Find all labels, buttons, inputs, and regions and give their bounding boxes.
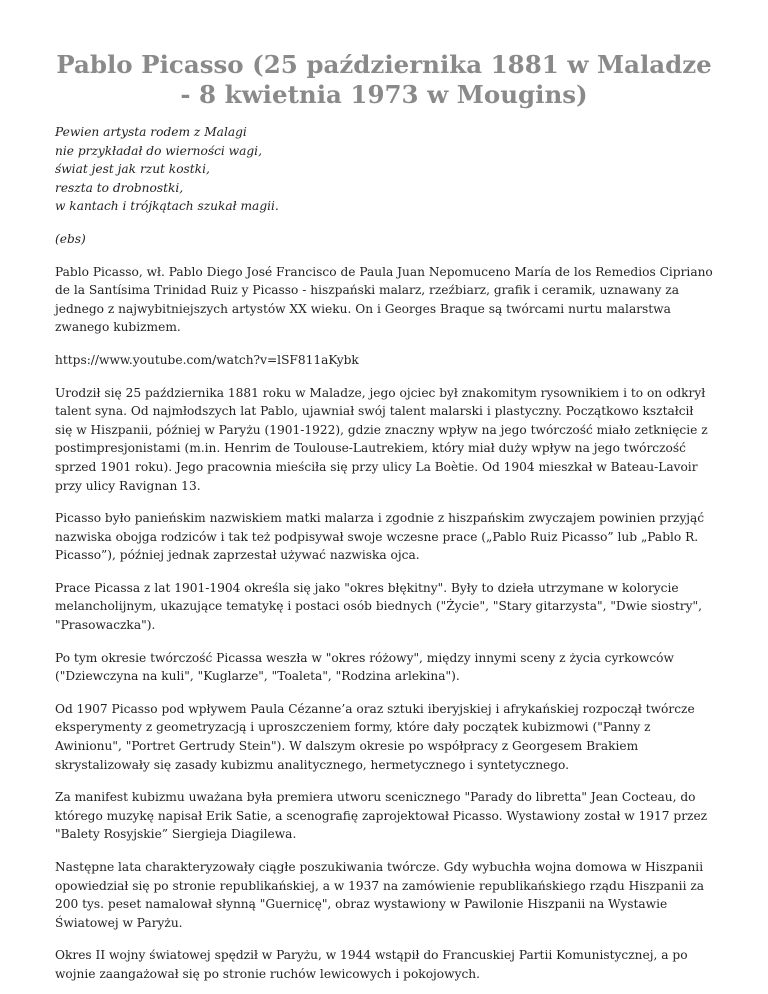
poem-line: w kantach i trójkątach szukał magii. (55, 199, 279, 214)
paragraph-ww2: Okres II wojny światowej spędził w Paryżu, w 1944 wstąpił do Francuskiej Partii Komunistycznej, a po wojnie zaangażował się po stronie ruchów lewicowych i pokojowych. (55, 948, 688, 981)
poem-line: reszta to drobnostki, (55, 180, 184, 195)
paragraph-biography: Urodził się 25 października 1881 roku w Maladze, jego ojciec był znakomitym rysownikiem i to on odkrył talent syna. Od najmłodszych lat Pablo, ujawniał swój talent malarski i plastyczny. Początkowo kształcił się w Hiszpanii, później w Paryżu (1901-1922), gdzie znaczny wpływ na jego twórczość miało zetknięcie z postimpresjonistami (m.in. Henrim de Toulouse-Lautrekiem, który miał duży wpływ na jego twórczość sprzed 1901 roku). Jego pracownia mieściła się przy ulicy La Boètie. Od 1904 mieszkał w Bateau-Lavoir przy ulicy Ravignan 13. (55, 385, 708, 493)
poem-line: nie przykładał do wierności wagi, (55, 143, 262, 158)
poem-line: świat jest jak rzut kostki, (55, 162, 210, 177)
youtube-link[interactable]: https://www.youtube.com/watch?v=lSF811aKybk (55, 352, 359, 367)
page-title: Pablo Picasso (25 października 1881 w Maladze - 8 kwietnia 1973 w Mougins) (56, 50, 712, 109)
paragraph-rose-period: Po tym okresie twórczość Picassa weszła w "okres różowy", między innymi sceny z życia cyrkowców ("Dziewczyna na kuli", "Kuglarze", "Toaleta", "Rodzina arlekina"). (55, 650, 674, 684)
poem-line: Pewien artysta rodem z Malagi (55, 125, 247, 139)
limerick-poem (55, 123, 713, 216)
paragraph-intro: Pablo Picasso, wł. Pablo Diego José Francisco de Paula Juan Nepomuceno María de los Remedios Cipriano de la Santísima Trinidad Ruiz y Picasso - hiszpański malarz, rzeźbiarz, grafik i ceramik, uznawany za jednego z najwybitniejszych artystów XX wieku. On i Georges Braque są twórcami nurtu malarstwa zwanego kubizmem. (55, 264, 713, 335)
poem-signature: (ebs) (55, 231, 86, 246)
paragraph-cubism: Od 1907 Picasso pod wpływem Paula Cézanne’a oraz sztuki iberyjskiej i afrykańskiej rozpoczął twórcze eksperymenty z geometryzacją i uproszczeniem formy, które dały początek kubizmowi ("Panny z Awinionu", "Portret Gertrudy Stein"). W dalszym okresie po współpracy z Georgesem Brakiem skrystalizowały się zasady kubizmu analitycznego, hermetycznego i syntetycznego. (55, 701, 695, 772)
paragraph-guernica: Następne lata charakteryzowały ciągłe poszukiwania twórcze. Gdy wybuchła wojna domowa w Hiszpanii opowiedział się po stronie republikańskiej, a w 1937 na zamówienie republikańskiego rządu Hiszpanii za 200 tys. peset namalował słynną "Guernicę", obraz wystawiony w Pawilonie Hiszpanii na Wystawie Światowej w Paryżu. (55, 860, 705, 930)
paragraph-surname: Picasso było panieńskim nazwiskiem matki malarza i zgodnie z hiszpańskim zwyczajem powinien przyjąć nazwiska obojga rodziców i tak też podpisywał swoje wczesne prace („Pablo Ruiz Picasso” lub „Pablo R. Picasso”), później jednak zaprzestał używać nazwiska ojca. (55, 511, 705, 563)
paragraph-parade: Za manifest kubizmu uważana była premiera utworu scenicznego "Parady do libretta" Jean Cocteau, do którego muzykę napisał Erik Satie, a scenografię zaprojektował Picasso. Wystawiony został w 1917 przez "Balety Rosyjskie” Siergieja Diagilewa. (55, 790, 708, 842)
paragraph-blue-period: Prace Picassa z lat 1901-1904 określa się jako "okres błękitny". Były to dzieła utrzymane w kolorycie melancholijnym, ukazujące tematykę i postaci osób biednych ("Życie", "Stary gitarzysta", "Dwie siostry", "Prasowaczka"). (55, 580, 702, 633)
